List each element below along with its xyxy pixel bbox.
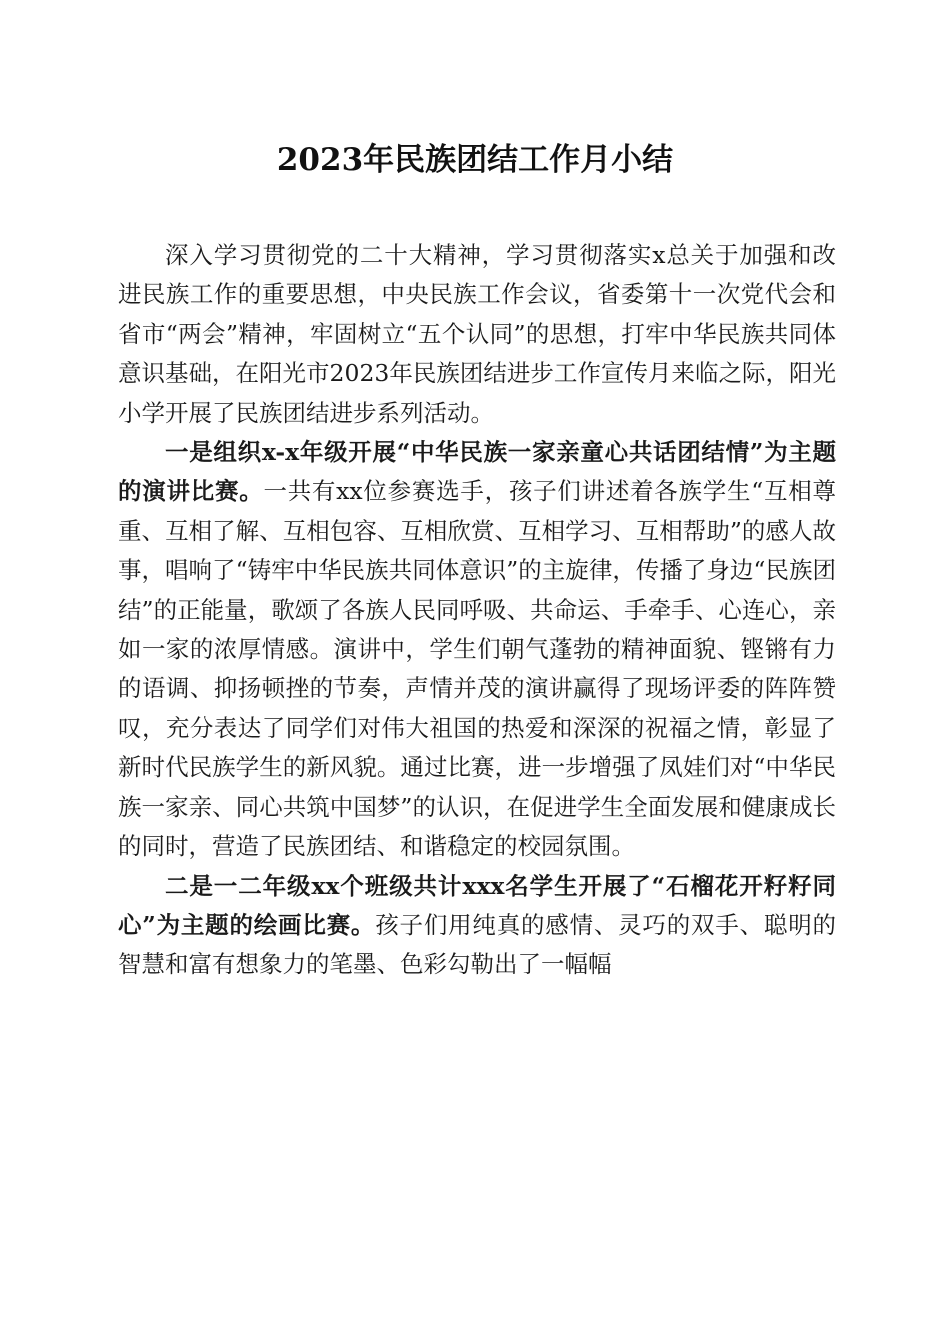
paragraph-text: 孩子们用纯真的感情、灵巧的双手、聪明的智慧和富有想象力的笔墨、色彩勾勒出了一幅幅 [118, 910, 836, 979]
paragraph-text: 一共有xx位参赛选手，孩子们讲述着各族学生“互相尊重、互相了解、互相包容、互相欣赏、互相学习、互相帮助”的感人故事，唱响了“铸牢中华民族共同体意识”的主旋律，传播了身边“民族团结”的正能量，歌颂了各族人民同呼吸、共命运、手牵手、心连心，亲如一家的浓厚情感。演讲中，学生们朝气蓬勃的精神面貌、铿锵有力的语调、抑扬顿挫的节奏，声情并茂的演讲赢得了现场评委的阵阵赞叹，充分表达了同学们对伟大祖国的热爱和深深的祝福之情，彰显了新时代民族学生的新风貌。通过比赛，进一步增强了凤娃们对“中华民族一家亲、同心共筑中国梦”的认识，在促进学生全面发展和健康成长的同时，营造了民族团结、和谐稳定的校园氛围。 [118, 477, 836, 861]
paragraph-text: 深入学习贯彻党的二十大精神，学习贯彻落实x总关于加强和改进民族工作的重要思想，中央民族工作会议，省委第十一次党代会和省市“两会”精神，牢固树立“五个认同”的思想，打牢中华民族共同体意识基础，在阳光市2023年民族团结进步工作宣传月来临之际，阳光小学开展了民族团结进步系列活动。 [118, 241, 836, 427]
paragraph-lead: 一是组织x-x年级开展“中华民族一家亲童心共话团结情”为主题的演讲比赛。 [118, 438, 836, 506]
paragraph-drawing-contest [118, 867, 836, 985]
paragraph-speech-contest [118, 433, 836, 866]
paragraph-lead: 二是一二年级xx个班级共计xxx名学生开展了“石榴花开籽籽同心”为主题的绘画比赛。 [118, 871, 836, 939]
document-body [118, 236, 836, 985]
document-title: 2023年民族团结工作月小结 [276, 142, 674, 178]
paragraph-intro [118, 236, 836, 433]
